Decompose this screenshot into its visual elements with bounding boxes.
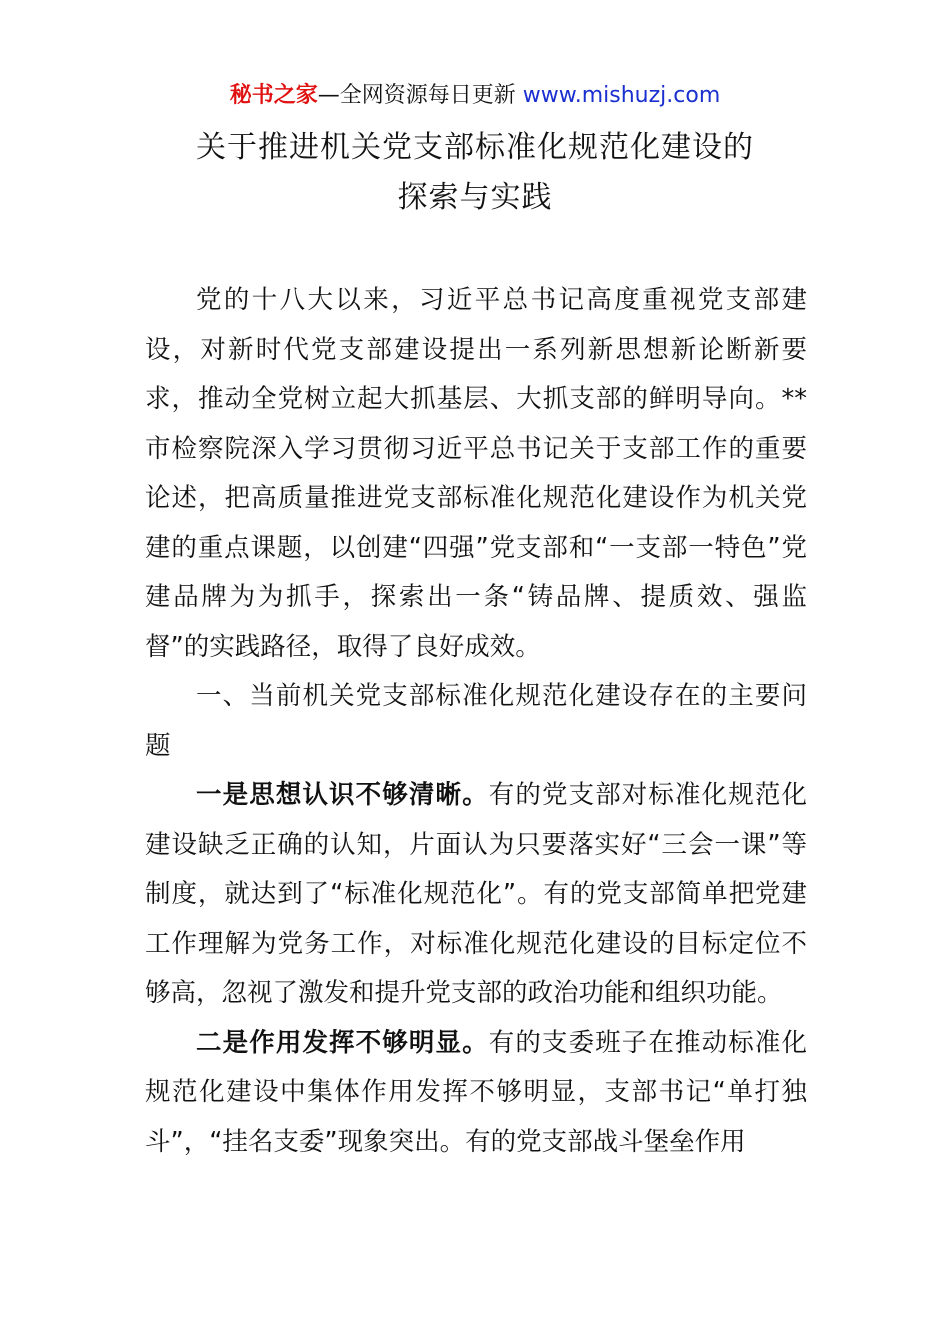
site-header bbox=[0, 80, 950, 112]
intro-paragraph: 党的十八大以来，习近平总书记高度重视党支部建设，对新时代党支部建设提出一系列新思想新论断新要求，推动全党树立起大抓基层、大抓支部的鲜明导向。**市检察院深入学习贯彻习近平总书记关于支部工作的重要论述，把高质量推进党支部标准化规范化建设作为机关党建的重点课题，以创建“四强”党支部和“一支部一特色”党建品牌为为抓手，探索出一条“铸品牌、提质效、强监督”的实践路径，取得了良好成效。 bbox=[145, 285, 807, 662]
problem-paragraph-1 bbox=[145, 771, 807, 1019]
site-url: www.mishuzj.com bbox=[522, 83, 721, 108]
problem-paragraph-2 bbox=[145, 1019, 807, 1168]
problem-1-lead: 一是思想认识不够清晰。 bbox=[196, 780, 489, 810]
problem-1-body: 有的党支部对标准化规范化建设缺乏正确的认知，片面认为只要落实好“三会一课”等制度，就达到了“标准化规范化”。有的党支部简单把党建工作理解为党务工作，对标准化规范化建设的目标定位不够高，忽视了激发和提升党支部的政治功能和组织功能。 bbox=[145, 780, 807, 1008]
document-body bbox=[145, 276, 807, 1167]
document-title-line1: 关于推进机关党支部标准化规范化建设的 bbox=[196, 130, 754, 165]
problem-2-body: 有的支委班子在推动标准化规范化建设中集体作用发挥不够明显，支部书记“单打独斗”，“挂名支委”现象突出。有的党支部战斗堡垒作用 bbox=[145, 1027, 807, 1157]
document-title-line2: 探索与实践 bbox=[397, 180, 553, 215]
site-tagline: —全网资源每日更新 bbox=[317, 83, 523, 108]
problem-2-lead: 二是作用发挥不够明显。 bbox=[196, 1027, 489, 1058]
site-brand: 秘书之家 bbox=[229, 83, 318, 108]
section-heading: 一、当前机关党支部标准化规范化建设存在的主要问题 bbox=[145, 681, 807, 761]
